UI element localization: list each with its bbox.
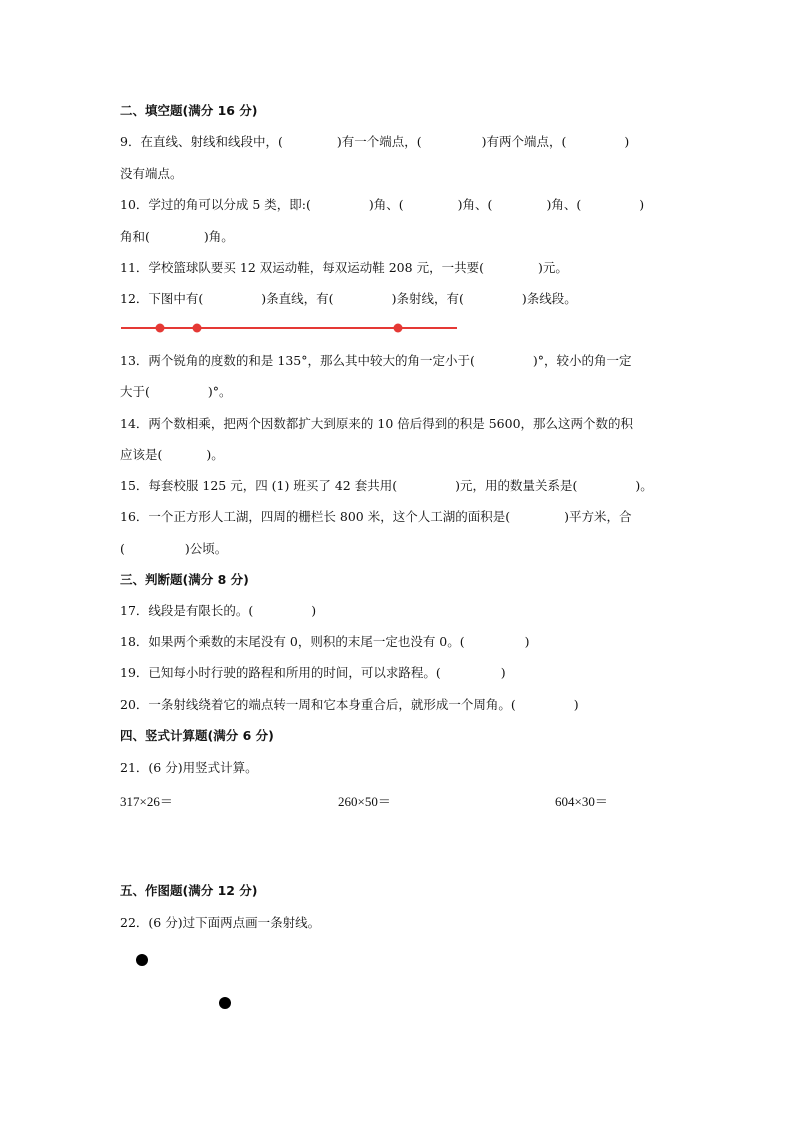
question-14-line1: 14．两个数相乘，把两个因数都扩大到原来的 10 倍后得到的积是 5600，那么这两个数的积 (120, 416, 634, 431)
question-21: 21．(6 分)用竖式计算。 (120, 760, 258, 775)
section-fill-blank-title: 二、填空题(满分 16 分) (120, 103, 258, 118)
figure-12-point (394, 324, 403, 333)
question-20: 20．一条射线绕着它的端点转一周和它本身重合后，就形成一个周角。( ) (120, 697, 579, 712)
question-9-line2: 没有端点。 (120, 166, 183, 181)
section-drawing-title: 五、作图题(满分 12 分) (120, 883, 258, 898)
question-14-line2: 应该是( )。 (120, 447, 224, 462)
question-22: 22．(6 分)过下面两点画一条射线。 (120, 915, 321, 930)
question-17: 17．线段是有限长的。( ) (120, 603, 317, 618)
question-19: 19．已知每小时行驶的路程和所用的时间，可以求路程。( ) (120, 665, 506, 680)
calc-item-2: 260×50＝ (338, 794, 391, 809)
question-13-line1: 13．两个锐角的度数的和是 135°，那么其中较大的角一定小于( )°，较小的角一定 (120, 353, 632, 368)
section-judgement-title: 三、判断题(满分 8 分) (120, 572, 249, 587)
section-vertical-calc-title: 四、竖式计算题(满分 6 分) (120, 728, 274, 743)
question-10-line1: 10．学过的角可以分成 5 类，即:( )角、( )角、( )角、( ) (120, 197, 645, 212)
question-16-line2: ( )公顷。 (120, 541, 228, 556)
question-10-line2: 角和( )角。 (120, 229, 234, 244)
question-11: 11．学校篮球队要买 12 双运动鞋，每双运动鞋 208 元，一共要( )元。 (120, 260, 568, 275)
question-18: 18．如果两个乘数的末尾没有 0，则积的末尾一定也没有 0。( ) (120, 634, 530, 649)
calc-item-1: 317×26＝ (120, 794, 173, 809)
figure-22-point (136, 954, 148, 966)
figure-12-point (193, 324, 202, 333)
question-16-line1: 16．一个正方形人工湖，四周的栅栏长 800 米，这个人工湖的面积是( )平方米，合 (120, 509, 632, 524)
question-12: 12．下图中有( )条直线，有( )条射线，有( )条线段。 (120, 291, 577, 306)
question-15: 15．每套校服 125 元，四 (1) 班买了 42 套共用( )元，用的数量关系是( )。 (120, 478, 653, 493)
question-9-line1: 9．在直线、射线和线段中，( )有一个端点，( )有两个端点，( ) (120, 134, 630, 149)
question-13-line2: 大于( )°。 (120, 384, 232, 399)
figure-22-point (219, 997, 231, 1009)
calc-item-3: 604×30＝ (555, 794, 608, 809)
figure-12-point (156, 324, 165, 333)
